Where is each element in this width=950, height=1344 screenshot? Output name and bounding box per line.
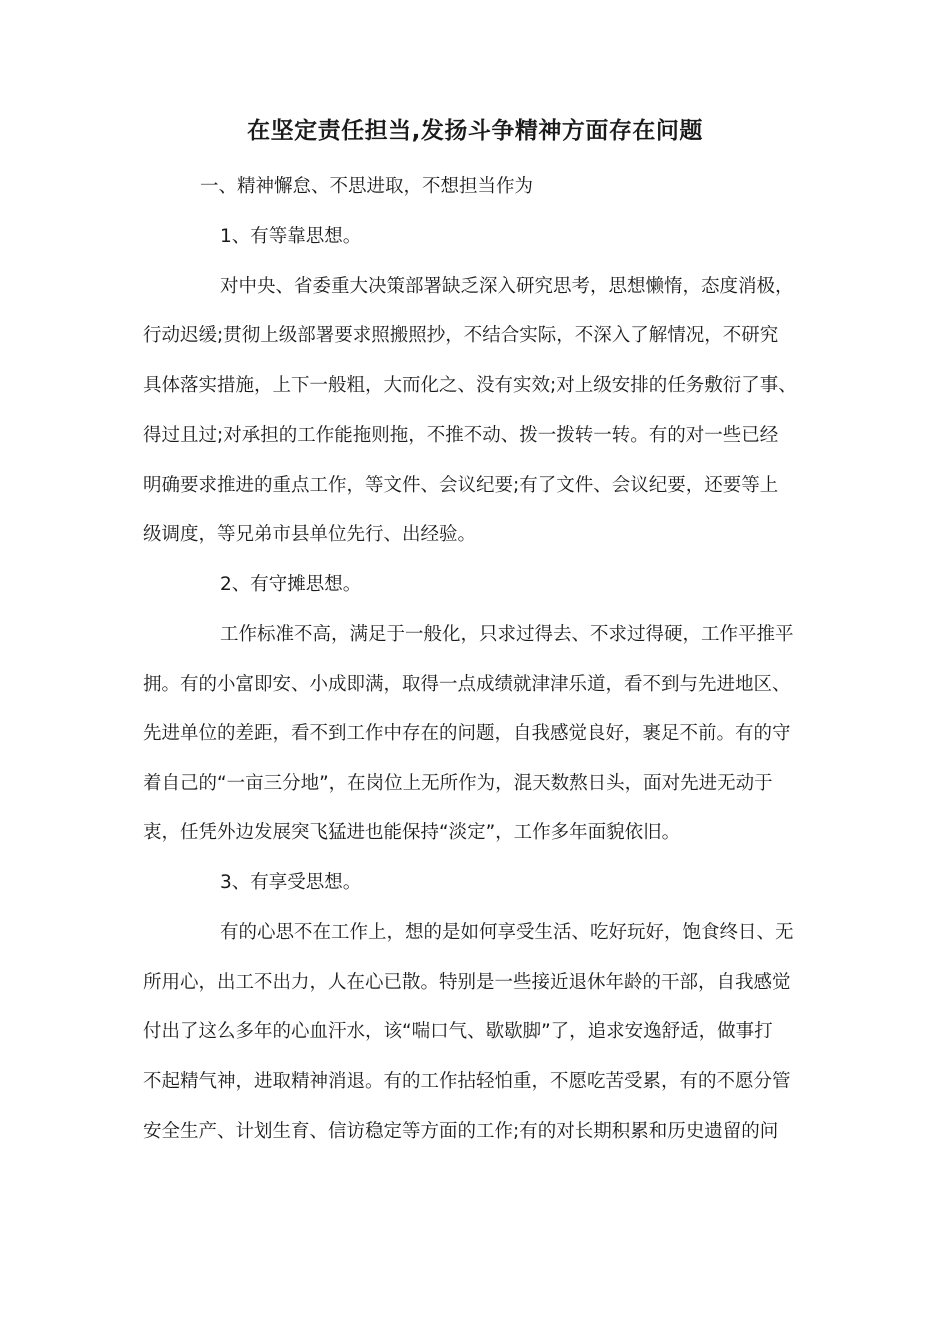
paragraph-line: 具体落实措施，上下一般粗，大而化之、没有实效;对上级安排的任务敷衍了事、	[143, 375, 797, 396]
paragraph-line: 安全生产、计划生育、信访稳定等方面的工作;有的对长期积累和历史遗留的问	[143, 1121, 779, 1142]
subheading: 3、有享受思想。	[220, 872, 362, 893]
subheading: 1、有等靠思想。	[220, 226, 362, 247]
document-title: 在坚定责任担当,发扬斗争精神方面存在问题	[247, 118, 703, 144]
paragraph-line: 所用心，出工不出力，人在心已散。特别是一些接近退休年龄的干部，自我感觉	[143, 972, 791, 993]
subheading: 2、有守摊思想。	[220, 574, 362, 595]
paragraph-line: 着自己的“一亩三分地”，在岗位上无所作为，混天数熬日头，面对先进无动于	[143, 773, 773, 794]
paragraph-line: 有的心思不在工作上，想的是如何享受生活、吃好玩好，饱食终日、无	[220, 922, 794, 943]
paragraph-line: 衷，任凭外边发展突飞猛进也能保持“淡定”，工作多年面貌依旧。	[143, 822, 681, 843]
paragraph-line: 先进单位的差距，看不到工作中存在的问题，自我感觉良好，裹足不前。有的守	[143, 723, 791, 744]
paragraph-line: 工作标准不高，满足于一般化，只求过得去、不求过得硬，工作平推平	[220, 624, 794, 645]
paragraph-line: 明确要求推进的重点工作，等文件、会议纪要;有了文件、会议纪要，还要等上	[143, 475, 779, 496]
paragraph-line: 级调度，等兄弟市县单位先行、出经验。	[143, 524, 477, 545]
section-heading: 一、精神懈怠、不思进取，不想担当作为	[200, 176, 534, 197]
paragraph-line: 对中央、省委重大决策部署缺乏深入研究思考，思想懒惰，态度消极，	[220, 276, 794, 297]
paragraph-line: 不起精气神，进取精神消退。有的工作拈轻怕重，不愿吃苦受累，有的不愿分管	[143, 1071, 791, 1092]
paragraph-line: 付出了这么多年的心血汗水，该“喘口气、歇歇脚”了，追求安逸舒适，做事打	[143, 1021, 773, 1042]
paragraph-line: 得过且过;对承担的工作能拖则拖，不推不动、拨一拨转一转。有的对一些已经	[143, 425, 779, 446]
paragraph-line: 拥。有的小富即安、小成即满，取得一点成绩就津津乐道，看不到与先进地区、	[143, 674, 791, 695]
paragraph-line: 行动迟缓;贯彻上级部署要求照搬照抄，不结合实际，不深入了解情况，不研究	[143, 325, 779, 346]
